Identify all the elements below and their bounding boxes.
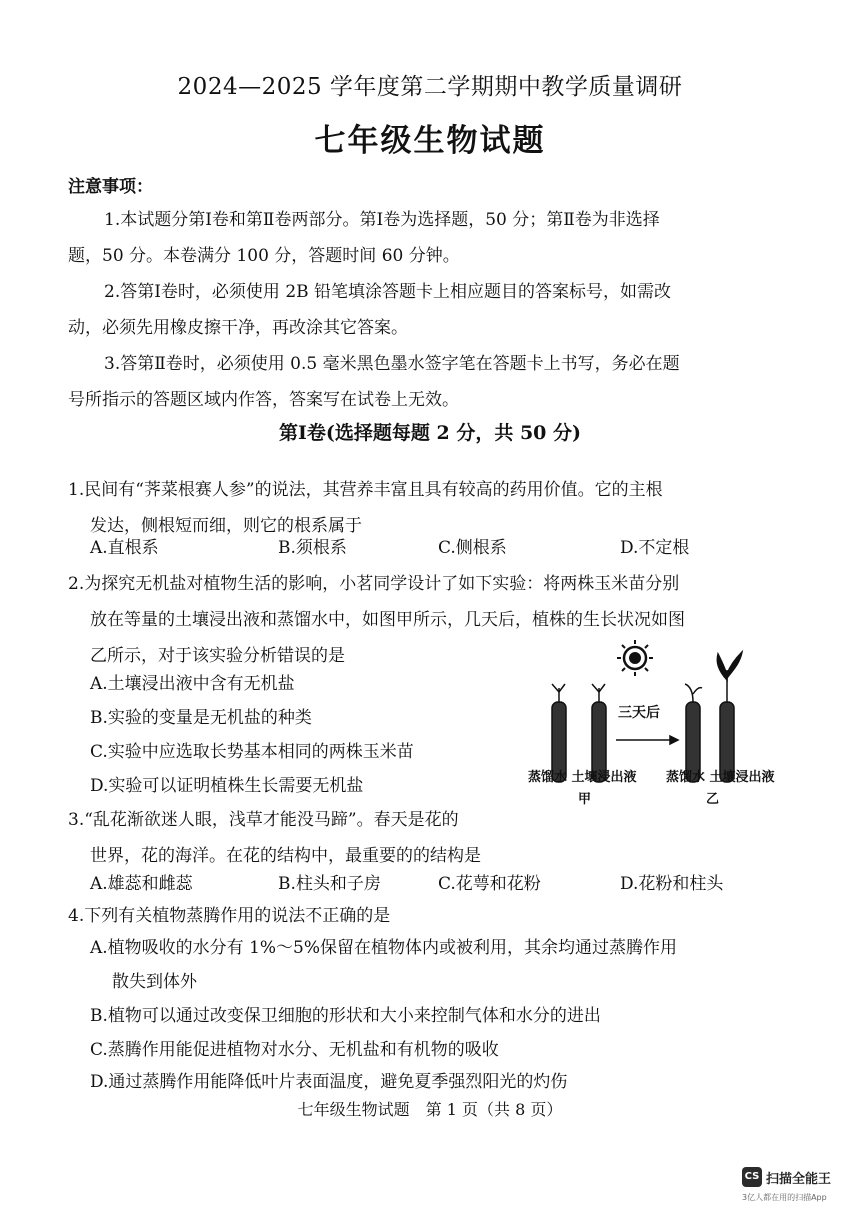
note-2 (68, 274, 780, 346)
question-4 (68, 898, 786, 934)
experiment-figure (530, 640, 800, 810)
question-3 (68, 802, 786, 874)
question-4-option-a-cont: 散失到体外 (112, 972, 197, 992)
note-1-line-2: 题，50 分。本卷满分 100 分，答题时间 60 分钟。 (68, 246, 460, 266)
question-1-line-2: 发达，侧根短而细，则它的根系属于 (90, 516, 362, 536)
question-3-option-a: A.雄蕊和雌蕊 (90, 874, 193, 894)
camscanner-name: 扫描全能王 (766, 1172, 832, 1187)
note-3-line-2: 号所指示的答题区域内作答，答案写在试卷上无效。 (68, 390, 459, 410)
question-2-line-3: 乙所示，对于该实验分析错误的是 (90, 646, 345, 666)
question-2-option-a: A.土壤浸出液中含有无机盐 (90, 674, 295, 694)
figure-caption-yi: 乙 (706, 792, 720, 807)
question-3-line-2: 世界，花的海洋。在花的结构中，最重要的的结构是 (90, 846, 481, 866)
arrow-icon (616, 736, 678, 744)
camscanner-tagline: 3亿人都在用的扫描App (742, 1193, 827, 1202)
section-title: 第Ⅰ卷(选择题每题 2 分，共 50 分) (279, 422, 581, 444)
figure-caption-jia: 甲 (578, 792, 592, 807)
right-tube-labels: 蒸馏水 土壤浸出液 (666, 770, 775, 785)
sun-icon (617, 640, 653, 676)
question-1-option-c: C.侧根系 (438, 538, 507, 558)
question-4-option-b: B.植物可以通过改变保卫细胞的形状和大小来控制气体和水分的进出 (90, 1006, 601, 1026)
camscanner-logo-icon: CS (742, 1167, 762, 1187)
exam-subtitle: 2024—2025 学年度第二学期期中教学质量调研 (177, 74, 683, 100)
question-2-option-d: D.实验可以证明植株生长需要无机盐 (90, 776, 364, 796)
page-footer: 七年级生物试题 第 1 页（共 8 页） (297, 1100, 563, 1119)
note-3 (68, 346, 780, 418)
note-2-line-2: 动，必须先用橡皮擦干净，再改涂其它答案。 (68, 318, 408, 338)
question-1-line-1: 1.民间有“荠菜根赛人参”的说法，其营养丰富且具有较高的药用价值。它的主根 (68, 480, 663, 500)
note-1-line-1: 1.本试题分第Ⅰ卷和第Ⅱ卷两部分。第Ⅰ卷为选择题，50 分；第Ⅱ卷为非选择 (104, 210, 660, 230)
left-tube-labels: 蒸馏水 土壤浸出液 (528, 770, 637, 785)
question-2-option-c: C.实验中应选取长势基本相同的两株玉米苗 (90, 742, 414, 762)
note-2-line-1: 2.答第Ⅰ卷时，必须使用 2B 铅笔填涂答题卡上相应题目的答案标号，如需改 (104, 282, 672, 302)
question-4-option-d: D.通过蒸腾作用能降低叶片表面温度，避免夏季强烈阳光的灼伤 (90, 1072, 568, 1092)
question-3-option-b: B.柱头和子房 (278, 874, 381, 894)
question-1-option-a: A.直根系 (90, 538, 159, 558)
notes-title: 注意事项： (68, 177, 153, 197)
note-3-line-1: 3.答第Ⅱ卷时，必须使用 0.5 毫米黑色墨水签字笔在答题卡上书写，务必在题 (104, 354, 680, 374)
question-1-option-b: B.须根系 (278, 538, 347, 558)
question-4-option-a: A.植物吸收的水分有 1%～5%保留在植物体内或被利用，其余均通过蒸腾作用 (90, 938, 678, 958)
question-1-option-d: D.不定根 (620, 538, 690, 558)
question-4-line-1: 4.下列有关植物蒸腾作用的说法不正确的是 (68, 906, 391, 926)
question-3-option-d: D.花粉和柱头 (620, 874, 724, 894)
question-3-line-1: 3.“乱花渐欲迷人眼，浅草才能没马蹄”。春天是花的 (68, 810, 459, 830)
exam-title: 七年级生物试题 (314, 123, 546, 159)
question-4-option-c: C.蒸腾作用能促进植物对水分、无机盐和有机物的吸收 (90, 1040, 499, 1060)
question-2-option-b: B.实验的变量是无机盐的种类 (90, 708, 312, 728)
arrow-label: 三天后 (618, 705, 660, 721)
question-2-line-2: 放在等量的土壤浸出液和蒸馏水中，如图甲所示，几天后，植株的生长状况如图 (90, 610, 685, 630)
test-tube-soil-extract-after (717, 652, 742, 782)
note-1 (68, 202, 780, 274)
question-3-option-c: C.花萼和花粉 (438, 874, 541, 894)
question-2-line-1: 2.为探究无机盐对植物生活的影响，小茗同学设计了如下实验：将两株玉米苗分别 (68, 574, 680, 594)
